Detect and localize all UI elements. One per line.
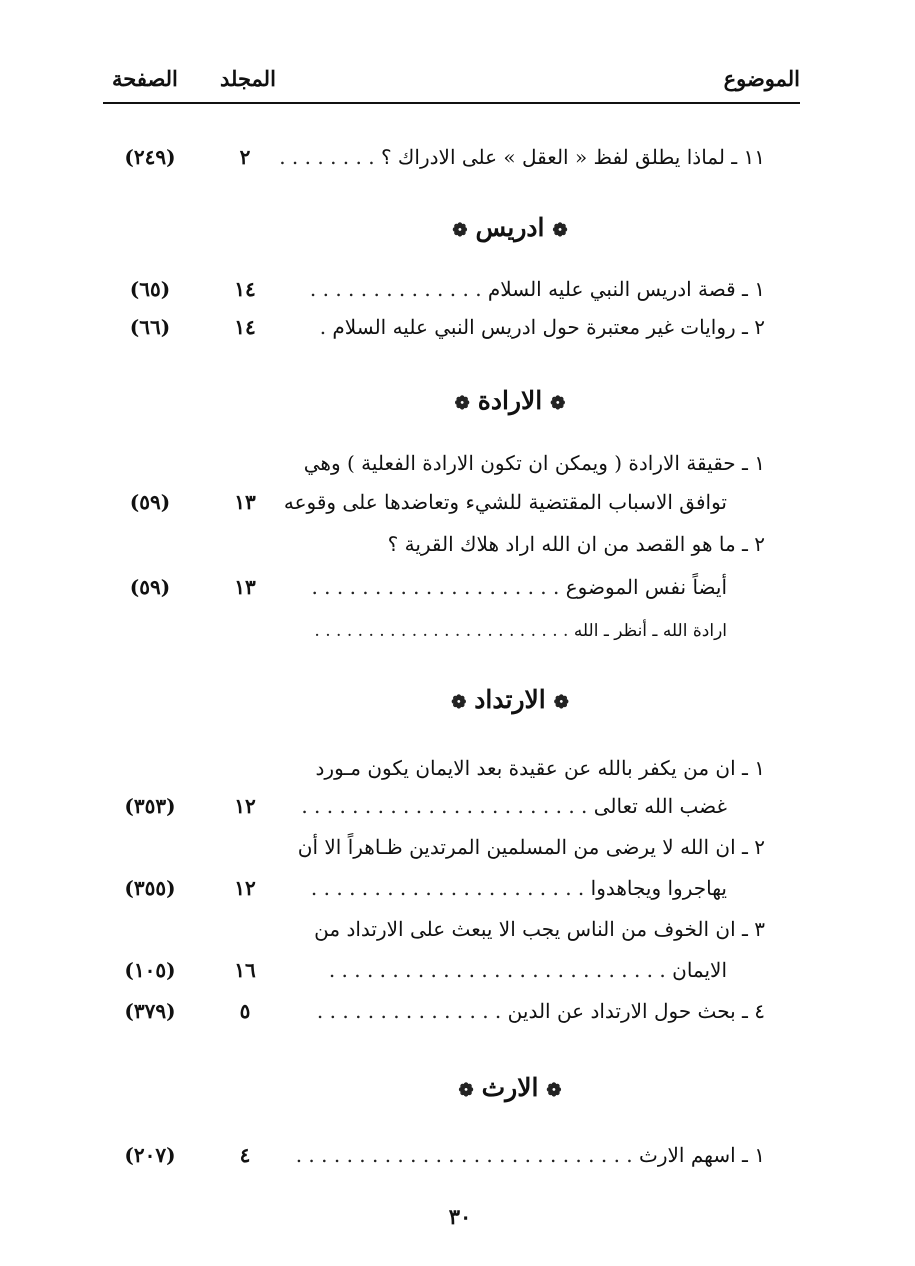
entry-page: (٢٤٩) [124, 145, 176, 169]
leader-dots: . . . . . . . . . . . . . . . . . . . . . . [310, 876, 585, 900]
entry-text: يهاجروا ويجاهدوا [590, 876, 727, 900]
entry-page: (٦٥) [129, 277, 171, 301]
index-entry-continuation [311, 567, 765, 607]
entry-text: ١ ـ ان من يكفر بالله عن عقيدة بعد الايمان يكون مـورد [315, 756, 765, 780]
entry-text: ٤ ـ بحث حول الارتداد عن الدين [507, 999, 765, 1023]
entry-volume: ٥ [239, 999, 251, 1023]
entry-text: ٢ ـ ما هو القصد من ان الله اراد هلاك القرية ؟ [387, 532, 765, 556]
leader-dots: . . . . . . . . . . . . . . [309, 277, 482, 301]
index-entry [315, 748, 765, 788]
entry-text: الايمان [672, 958, 727, 982]
index-entry [315, 991, 765, 1031]
index-entry-continuation [301, 786, 765, 826]
leader-dots: . [319, 315, 327, 339]
entry-text: ١ ـ قصة ادريس النبي عليه السلام [487, 277, 765, 301]
section-heading-irada [250, 381, 770, 421]
entry-volume: ٢ [239, 145, 251, 169]
leader-dots: . . . . . . . . . . . . . . . . . . . . . . . . . . . [295, 1143, 633, 1167]
entry-volume: ١٦ [234, 958, 256, 982]
section-title: الارث [481, 1073, 539, 1102]
index-entry [315, 524, 765, 564]
section-heading-irtidad [250, 680, 770, 720]
leader-dots: . . . . . . . . [279, 145, 375, 169]
index-entry [297, 827, 765, 867]
entry-page: (٦٦) [129, 315, 171, 339]
entry-volume: ١٢ [234, 794, 256, 818]
index-entry [295, 1135, 765, 1175]
section-title: الارادة [477, 386, 543, 415]
entry-page: (٣٥٣) [124, 794, 176, 818]
section-title: الارتداد [474, 685, 546, 714]
header-volume: المجلد [220, 66, 276, 91]
leader-dots: . . . . . . . . . . . . . . . . . . . . [311, 575, 560, 599]
section-heading-irth [250, 1068, 770, 1108]
entry-volume: ٤ [239, 1143, 251, 1167]
column-header [100, 62, 800, 98]
entry-page: (١٠٥) [124, 958, 176, 982]
entry-text: ارادة الله ـ أنظر ـ الله [573, 621, 727, 641]
ornament-icon: ❁ [552, 220, 568, 241]
leader-dots: . . . . . . . . . . . . . . . . . . . . . . . . [314, 621, 569, 641]
entry-page: (٣٥٥) [124, 876, 176, 900]
ornament-icon: ❁ [553, 692, 569, 713]
header-topic: الموضوع [723, 66, 800, 91]
index-entry [303, 443, 765, 483]
index-entry [315, 307, 765, 347]
ornament-icon: ❁ [458, 1080, 474, 1101]
entry-volume: ١٢ [234, 876, 256, 900]
entry-volume: ١٤ [234, 315, 256, 339]
index-entry-continuation [283, 482, 765, 522]
index-entry [279, 137, 765, 177]
entry-page: (٢٠٧) [124, 1143, 176, 1167]
index-cross-reference [315, 611, 765, 651]
entry-page: (٣٧٩) [124, 999, 176, 1023]
header-page: الصفحة [112, 66, 178, 91]
ornament-icon: ❁ [452, 220, 468, 241]
ornament-icon: ❁ [454, 393, 470, 414]
leader-dots: . . . . . . . . . . . . . . . [316, 999, 502, 1023]
index-entry [315, 909, 765, 949]
leader-dots: . . . . . . . . . . . . . . . . . . . . . . . [301, 794, 588, 818]
ornament-icon: ❁ [546, 1080, 562, 1101]
entry-text: توافق الاسباب المقتضية للشيء وتعاضدها على وقوعه [283, 490, 727, 514]
index-entry [309, 269, 765, 309]
section-title: ادريس [475, 213, 545, 242]
entry-text: ١ ـ اسهم الارث [639, 1143, 765, 1167]
entry-page: (٥٩) [129, 575, 171, 599]
section-heading-idris [250, 208, 770, 248]
header-rule [103, 102, 800, 104]
entry-volume: ١٤ [234, 277, 256, 301]
entry-volume: ١٣ [234, 575, 256, 599]
entry-text: غضب الله تعالى [593, 794, 727, 818]
entry-text: ١ ـ حقيقة الارادة ( ويمكن ان تكون الارادة الفعلية ) وهي [303, 451, 765, 475]
index-entry-continuation [315, 950, 765, 990]
entry-page: (٥٩) [129, 490, 171, 514]
ornament-icon: ❁ [451, 692, 467, 713]
entry-text: ١١ ـ لماذا يطلق لفظ « العقل » على الادراك ؟ [380, 145, 765, 169]
entry-text: ٢ ـ روايات غير معتبرة حول ادريس النبي عليه السلام [332, 315, 765, 339]
entry-text: ٢ ـ ان الله لا يرضى من المسلمين المرتدين ظـاهراً الا أن [297, 835, 765, 859]
page-number: ٣٠ [448, 1204, 472, 1229]
leader-dots: . . . . . . . . . . . . . . . . . . . . . . . . . . . [328, 958, 666, 982]
entry-text: أيضاً نفس الموضوع [565, 575, 727, 599]
entry-volume: ١٣ [234, 490, 256, 514]
ornament-icon: ❁ [550, 393, 566, 414]
entry-text: ٣ ـ ان الخوف من الناس يجب الا يبعث على الارتداد من [314, 917, 765, 941]
index-entry-continuation [310, 868, 765, 908]
